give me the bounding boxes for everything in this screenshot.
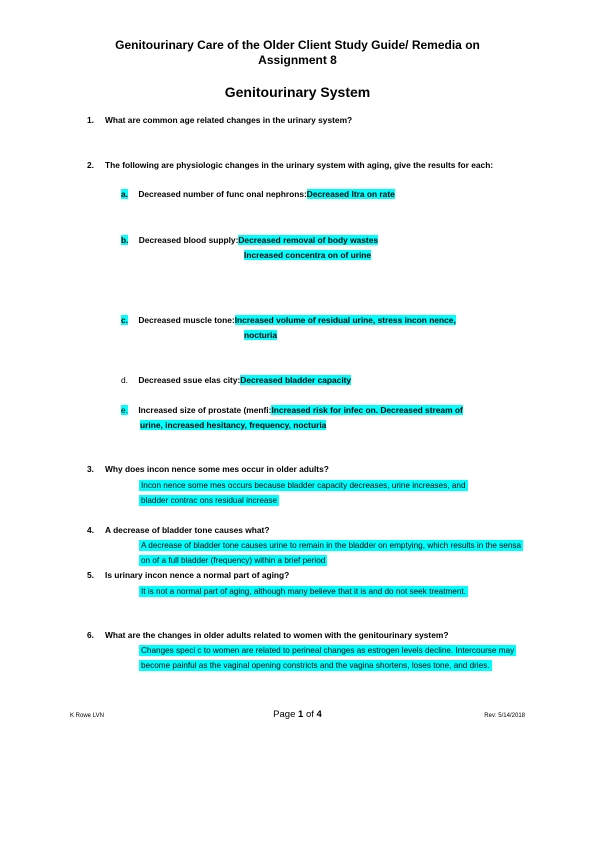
subitem-answer-line-1: Increased volume of residual urine, stress incon nence, — [234, 315, 456, 325]
question-text: A decrease of bladder tone causes what? — [105, 525, 270, 535]
answer-text: It is not a normal part of aging, although many believe that it is and do not seek treatment. — [141, 587, 466, 596]
question-text: What are the changes in older adults related to women with the genitourinary system? — [105, 630, 449, 640]
answer-text: Incon nence some mes occurs because bladder capacity decreases, urine increases, and bladder contrac ons residual increase — [141, 481, 466, 505]
page-total: 4 — [316, 709, 322, 720]
answer-text: Changes speci c to women are related to perineal changes as estrogen levels decline. Intercourse may become painful as the vaginal opening constricts and the vagina shortens, loses tone, and dries. — [141, 646, 515, 670]
subitem-d — [121, 373, 351, 387]
subitem-b — [121, 233, 378, 247]
subitem-answer-line-1: Decreased removal of body wastes — [238, 235, 379, 245]
subitem-answer: Decreased bladder capacity — [240, 375, 352, 385]
question-number: 3. — [87, 464, 94, 474]
question-number: 6. — [87, 630, 94, 640]
page-of: of — [305, 709, 314, 720]
answer-text: A decrease of bladder tone causes urine to remain in the bladder on emptying, which results in the sensa on of a full bladder (frequency) within a brief period — [141, 541, 522, 565]
question-text: Why does incon nence some mes occur in older adults? — [105, 464, 329, 474]
question-number: 2. — [87, 160, 94, 170]
document-title-line-2: Assignment 8 — [258, 53, 337, 67]
subitem-answer-line-2: urine, increased hesitancy, frequency, nocturia — [140, 420, 327, 430]
subitem-c-answer-line-2 — [244, 328, 277, 342]
subitem-label: Decreased ssue elas city: — [138, 375, 241, 385]
answer-5 — [139, 584, 499, 599]
subitem-letter: e. — [121, 405, 128, 415]
subitem-answer-line-1: Increased risk for infec on. Decreased stream of — [271, 405, 463, 415]
subitem-label: Decreased muscle tone: — [138, 315, 235, 325]
section-heading: Genitourinary System — [224, 84, 371, 100]
question-text: Is urinary incon nence a normal part of aging? — [105, 570, 290, 580]
subitem-answer: Decreased ltra on rate — [306, 189, 395, 199]
subitem-b-answer-line-2 — [244, 248, 371, 262]
footer-author: K Rowe LVN — [70, 713, 104, 719]
footer-revision: Rev: 5/14/2018 — [484, 713, 525, 719]
question-number: 5. — [87, 570, 94, 580]
subitem-letter: a. — [121, 189, 128, 199]
subitem-letter: d. — [121, 375, 128, 385]
subitem-a — [121, 187, 395, 201]
subitem-e-answer-line-2 — [140, 418, 326, 432]
subitem-label: Increased size of prostate (menﬁ: — [138, 405, 272, 415]
answer-6 — [139, 643, 519, 673]
answer-4 — [139, 538, 524, 568]
subitem-c — [121, 313, 456, 327]
page-current: 1 — [298, 709, 304, 720]
subitem-label: Decreased blood supply: — [138, 235, 239, 245]
question-text: What are common age related changes in the urinary system? — [105, 115, 353, 125]
question-text: The following are physiologic changes in the urinary system with aging, give the results for each: — [105, 160, 494, 170]
subitem-letter: b. — [121, 235, 129, 245]
subitem-e — [121, 403, 463, 417]
question-number: 1. — [87, 115, 94, 125]
answer-3 — [139, 478, 479, 508]
question-number: 4. — [87, 525, 94, 535]
subitem-letter: c. — [121, 315, 128, 325]
page-prefix: Page — [273, 709, 296, 720]
subitem-answer-line-2: nocturia — [244, 330, 278, 340]
document-title-line-1: Genitourinary Care of the Older Client Study Guide/ Remedia on — [115, 38, 480, 52]
subitem-label: Decreased number of func onal nephrons: — [138, 189, 307, 199]
subitem-answer-line-2: Increased concentra on of urine — [244, 250, 372, 260]
